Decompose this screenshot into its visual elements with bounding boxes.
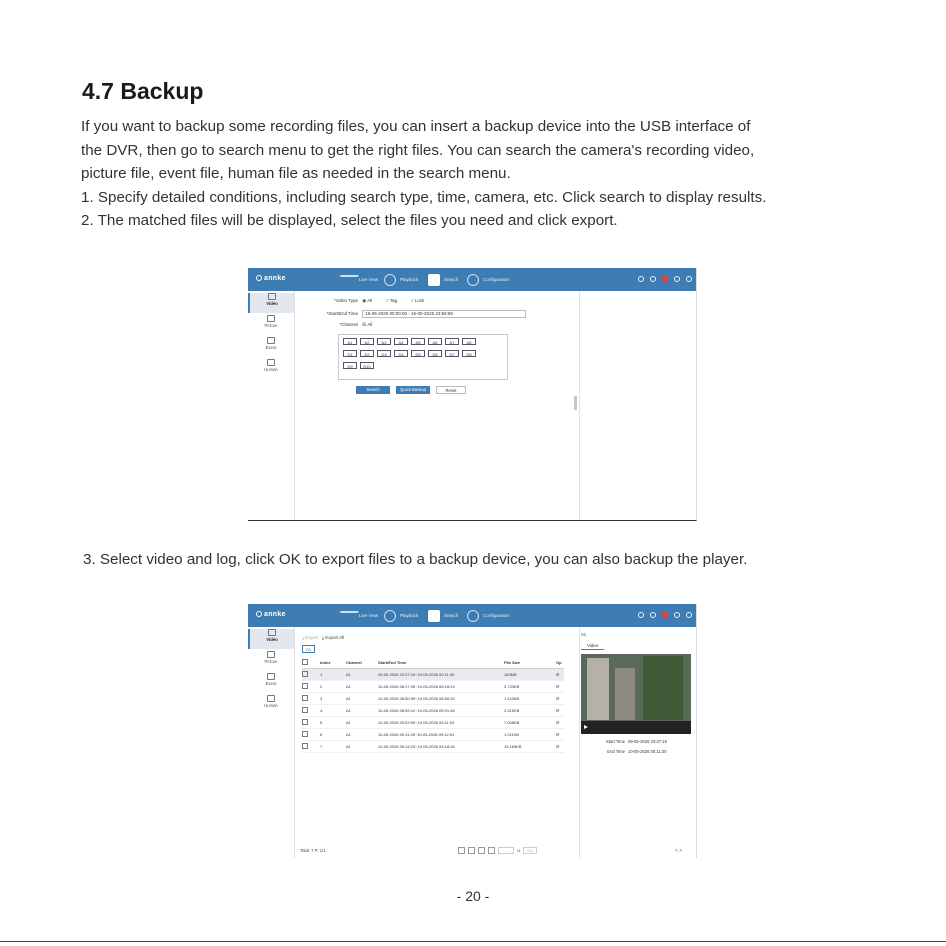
export-row-icon[interactable]: ⊟: [556, 732, 560, 737]
row-checkbox[interactable]: [302, 731, 320, 738]
last-page-button[interactable]: [488, 847, 495, 854]
cell-size: 15.169KB: [504, 744, 522, 749]
table-row[interactable]: [302, 681, 564, 693]
nav-label: Search: [444, 613, 459, 618]
video-type-row: [304, 298, 424, 304]
radio-label: All: [367, 298, 373, 303]
table-row[interactable]: [302, 717, 564, 729]
top-nav-bar: [248, 268, 696, 291]
tab-video[interactable]: Video: [581, 643, 604, 650]
channel-chip[interactable]: A8: [462, 338, 476, 345]
cell-index: 2: [320, 684, 323, 689]
export-row-icon[interactable]: ⊟: [556, 720, 560, 725]
play-icon[interactable]: [584, 725, 588, 729]
cell-time: 10-05-2026 08:50:59~10-05-2026 08:56:15: [378, 696, 455, 701]
paragraph-line: 2. The matched files will be displayed, select the files you need and click export.: [81, 212, 618, 229]
download-icon[interactable]: [674, 612, 680, 618]
export-row-icon[interactable]: ⊟: [556, 696, 560, 701]
gear-icon: [467, 274, 479, 286]
channel-row: [304, 322, 372, 328]
video-icon: [268, 629, 276, 636]
nav-search[interactable]: [428, 272, 458, 287]
cell-index: 5: [320, 720, 323, 725]
time-row: [304, 310, 526, 318]
live-view-icon: [335, 275, 359, 285]
video-icon: [268, 293, 276, 300]
channel-all-checkbox[interactable]: ☒ All: [362, 322, 373, 327]
radio-tag[interactable]: ○ Tag: [385, 298, 398, 303]
page-number: - 20 -: [456, 888, 490, 904]
field-label: *Channel: [339, 322, 358, 327]
player-controls: [581, 721, 691, 734]
brand-logo: [256, 275, 286, 282]
radio-label: Lock: [414, 298, 425, 303]
col-time: Start/End Time: [378, 660, 407, 665]
user-icon[interactable]: [650, 612, 656, 618]
field-label: *Video Type: [333, 298, 358, 303]
cell-channel: A1: [346, 744, 351, 749]
checkbox-icon: [302, 671, 308, 677]
channel-chip[interactable]: A3: [377, 338, 391, 345]
person-icon: [267, 359, 275, 366]
search-icon: [428, 610, 440, 622]
col-size: File Size: [504, 660, 521, 665]
sidebar-item-event[interactable]: [248, 673, 294, 693]
sidebar: [248, 291, 295, 520]
sidebar-item-video[interactable]: [248, 629, 294, 649]
search-icon: [428, 274, 440, 286]
alarm-icon[interactable]: [662, 612, 668, 618]
select-all-cell[interactable]: [302, 659, 320, 666]
row-checkbox[interactable]: [302, 671, 320, 678]
row-checkbox[interactable]: [302, 743, 320, 750]
cell-time: 10-05-2026 08:17:39~10-05-2026 08:18:13: [378, 684, 455, 689]
logo-icon: [256, 275, 262, 281]
row-checkbox[interactable]: [302, 683, 320, 690]
divider: [579, 627, 580, 858]
divider: [579, 291, 580, 520]
tab-a1[interactable]: A1: [302, 645, 315, 653]
nav-playback[interactable]: [384, 272, 418, 287]
cell-time: 10-05-2026 09:11:35~10-05-2026 09:12:51: [378, 732, 455, 737]
channel-chip[interactable]: A4: [394, 338, 408, 345]
logo-text: annke: [264, 611, 286, 618]
sidebar-item-human[interactable]: [248, 695, 294, 715]
cell-size: 2.015KB: [504, 708, 520, 713]
info-label: Start Time: [605, 739, 625, 744]
channel-chip[interactable]: A1: [343, 338, 357, 345]
video-player[interactable]: [581, 654, 691, 734]
col-op: Op: [556, 660, 562, 665]
start-time-row: [581, 739, 693, 744]
sidebar-label: Event: [265, 681, 277, 686]
cell-index: 3: [320, 696, 323, 701]
col-index: Index: [320, 660, 331, 665]
channel-chip[interactable]: D2: [360, 350, 374, 357]
clip-info: [581, 739, 693, 754]
checkbox-icon: [302, 731, 308, 737]
info-value: 09-05-2026 23:37:19: [628, 739, 667, 744]
help-icon[interactable]: [638, 276, 644, 282]
checkbox-label: All: [367, 322, 373, 327]
export-row-icon[interactable]: ⊟: [556, 708, 560, 713]
reset-button[interactable]: Reset: [436, 386, 466, 394]
cell-size: 163MB: [504, 672, 517, 677]
button-label: Export All: [325, 635, 345, 640]
playback-icon: [384, 274, 396, 286]
table-row[interactable]: [302, 693, 564, 705]
table-row[interactable]: [302, 705, 564, 717]
radio-lock[interactable]: ○ Lock: [410, 298, 425, 303]
pagination: [458, 847, 537, 854]
cell-channel: A1: [346, 708, 351, 713]
quick-backup-button[interactable]: Quick Backup: [396, 386, 430, 394]
results-footer: Total: 7 P: 1/1: [300, 848, 326, 853]
top-nav-bar: [248, 604, 696, 627]
channel-chip[interactable]: D1: [343, 350, 357, 357]
sidebar-label: Event: [265, 345, 277, 350]
row-checkbox[interactable]: [302, 719, 320, 726]
video-frame-building: [615, 668, 635, 720]
preview-pager[interactable]: < >: [675, 848, 683, 854]
export-row-icon[interactable]: ⊟: [556, 744, 560, 749]
sidebar-label: Video: [266, 637, 278, 642]
paragraph-line: picture file, event file, human file as needed in the search menu.: [81, 165, 511, 182]
cell-index: 6: [320, 732, 323, 737]
sidebar-item-picture[interactable]: [248, 651, 294, 671]
cell-channel: A1: [346, 684, 351, 689]
results-table: [302, 657, 564, 753]
channel-chip[interactable]: D9: [343, 362, 357, 369]
logo-icon: [256, 611, 262, 617]
export-all-button[interactable]: ⤓ Export All: [322, 635, 345, 640]
checkbox-icon: [302, 719, 308, 725]
bottom-rule: [0, 941, 946, 942]
logo-text: annke: [264, 275, 286, 282]
section-heading: 4.7 Backup: [82, 78, 204, 104]
person-icon: [267, 695, 275, 702]
cell-size: 1.115KB: [504, 696, 520, 701]
intro-paragraph: [81, 115, 881, 233]
nav-live-view[interactable]: [338, 272, 378, 287]
live-view-icon: [335, 611, 359, 621]
button-label: Export: [305, 635, 319, 640]
channel-grid: [343, 338, 476, 369]
cell-size: 7.008KB: [504, 720, 520, 725]
nav-label: Live View: [359, 277, 379, 282]
cell-channel: A1: [346, 732, 351, 737]
brand-logo: [256, 611, 286, 618]
nav-live-view[interactable]: [338, 608, 378, 623]
picture-icon: [267, 651, 275, 658]
cell-channel: A1: [346, 672, 351, 677]
channel-chip[interactable]: D8: [462, 350, 476, 357]
next-page-button[interactable]: [478, 847, 485, 854]
page-input[interactable]: [498, 847, 514, 854]
first-page-button[interactable]: [458, 847, 465, 854]
cell-size: 3.733KB: [504, 684, 520, 689]
cell-time: 09-05-2026 23:37:19~10-05-2026 00:11:30: [378, 672, 455, 677]
document-icon: [267, 337, 275, 344]
channel-selector: [338, 334, 508, 380]
channel-chip[interactable]: A5: [411, 338, 425, 345]
alarm-icon[interactable]: [662, 276, 668, 282]
col-channel: Channel: [346, 660, 362, 665]
nav-label: Configuration: [483, 277, 510, 282]
radio-label: Tag: [389, 298, 398, 303]
picture-icon: [267, 315, 275, 322]
nav-search[interactable]: [428, 608, 458, 623]
video-frame-trees: [643, 656, 683, 720]
checkbox-icon: [302, 683, 308, 689]
cell-index: 7: [320, 744, 323, 749]
download-icon[interactable]: [674, 276, 680, 282]
sidebar-label: Video: [266, 301, 278, 306]
nav-label: Live View: [359, 613, 379, 618]
nav-configuration[interactable]: [467, 272, 510, 287]
power-icon[interactable]: [686, 612, 692, 618]
help-icon[interactable]: [638, 612, 644, 618]
top-right-icons: [638, 276, 692, 282]
results-screenshot: [248, 604, 697, 858]
user-icon[interactable]: [650, 276, 656, 282]
nav-label: Search: [444, 277, 459, 282]
time-range-input[interactable]: 16-05-2026 00:00:00 - 16-05-2026 23:59:59: [362, 310, 526, 318]
sidebar-item-picture[interactable]: [248, 315, 294, 335]
row-checkbox[interactable]: [302, 695, 320, 702]
export-row-icon[interactable]: ⊟: [556, 684, 560, 689]
step3-text: 3. Select video and log, click OK to export files to a backup device, you can also backup the player.: [83, 551, 748, 568]
channel-chip[interactable]: D6: [428, 350, 442, 357]
gear-icon: [467, 610, 479, 622]
preview-channel: A1: [581, 632, 587, 637]
results-toolbar: [302, 635, 344, 640]
sidebar-item-human[interactable]: [248, 359, 294, 379]
channel-chip[interactable]: A6: [428, 338, 442, 345]
page-total: /1: [517, 848, 521, 853]
prev-page-button[interactable]: [468, 847, 475, 854]
go-button[interactable]: Go: [523, 847, 536, 854]
checkbox-icon: [302, 743, 308, 749]
nav-playback[interactable]: [384, 608, 418, 623]
preview-panel: [581, 632, 693, 759]
sidebar: [248, 627, 295, 858]
cell-index: 4: [320, 708, 323, 713]
cell-channel: A1: [346, 720, 351, 725]
table-row[interactable]: [302, 669, 564, 681]
export-row-icon[interactable]: ⊟: [556, 672, 560, 677]
top-right-icons: [638, 612, 692, 618]
export-button[interactable]: ⤓ Export: [302, 635, 319, 640]
cell-time: 10-05-2026 09:14:23~10-05-2026 09:18:18: [378, 744, 455, 749]
sidebar-item-video[interactable]: [248, 293, 294, 313]
nav-label: Playback: [400, 277, 419, 282]
paragraph-line: the DVR, then go to search menu to get the right files. You can search the camera's recording video,: [81, 141, 755, 159]
channel-chip[interactable]: A2: [360, 338, 374, 345]
cell-channel: A1: [346, 696, 351, 701]
info-label: End Time: [607, 749, 625, 754]
cell-index: 1: [320, 672, 323, 677]
cell-time: 10-05-2026 08:59:12~10-05-2026 09:01:46: [378, 708, 455, 713]
paragraph-line: If you want to backup some recording files, you can insert a backup device into the USB interface of: [81, 118, 751, 135]
table-row[interactable]: [302, 729, 564, 741]
nav-configuration[interactable]: [467, 608, 510, 623]
channel-chip[interactable]: D10: [360, 362, 374, 369]
channel-chip[interactable]: A7: [445, 338, 459, 345]
search-screenshot: [248, 268, 697, 521]
power-icon[interactable]: [686, 276, 692, 282]
playback-icon: [384, 610, 396, 622]
channel-chip[interactable]: D5: [411, 350, 425, 357]
row-checkbox[interactable]: [302, 707, 320, 714]
nav-label: Configuration: [483, 613, 510, 618]
paragraph-line: 1. Specify detailed conditions, including search type, time, camera, etc. Click search to display results.: [81, 188, 767, 206]
radio-all[interactable]: ◉ All: [362, 298, 373, 303]
cell-time: 10-05-2026 09:03:50~10-05-2026 09:11:03: [378, 720, 455, 725]
checkbox-icon: [302, 695, 308, 701]
sidebar-label: Picture: [264, 323, 278, 328]
document-icon: [267, 673, 275, 680]
channel-chip[interactable]: D7: [445, 350, 459, 357]
end-time-row: [581, 749, 693, 754]
field-label: *Start/End Time: [326, 311, 358, 317]
sidebar-label: Human: [264, 367, 278, 372]
nav-label: Playback: [400, 613, 419, 618]
table-header: [302, 657, 564, 669]
scrollbar[interactable]: [574, 396, 577, 410]
search-actions: [356, 386, 466, 394]
table-row[interactable]: [302, 741, 564, 753]
checkbox-icon: [302, 659, 308, 665]
sidebar-label: Human: [264, 703, 278, 708]
video-frame-building: [587, 658, 609, 720]
channel-chip[interactable]: D3: [377, 350, 391, 357]
checkbox-icon: [302, 707, 308, 713]
cell-size: 1.011KB: [504, 732, 520, 737]
channel-chip[interactable]: D4: [394, 350, 408, 357]
sidebar-item-event[interactable]: [248, 337, 294, 357]
search-button[interactable]: Search: [356, 386, 390, 394]
sidebar-label: Picture: [264, 659, 278, 664]
info-value: 10-05-2026 00:11:30: [628, 749, 667, 754]
